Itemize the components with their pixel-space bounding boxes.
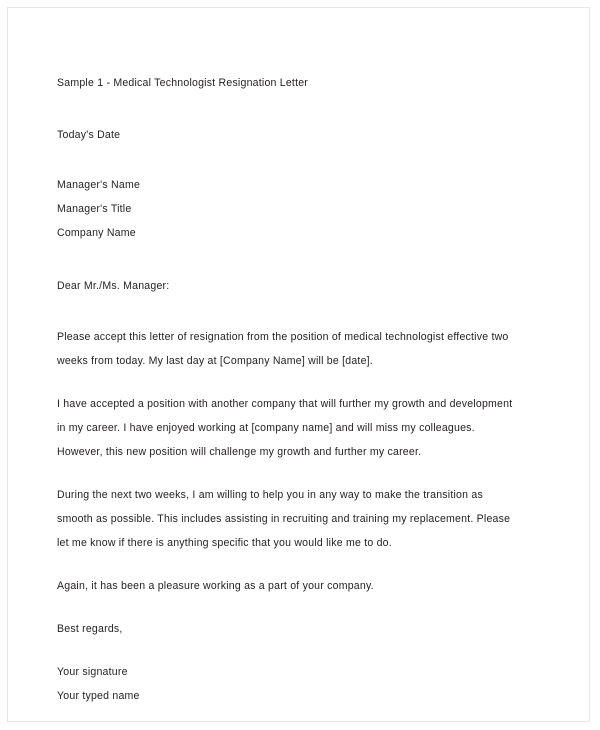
document-title: Sample 1 - Medical Technologist Resignation Letter: [57, 77, 309, 89]
letter-body: [57, 71, 539, 708]
recipient-company: Company Name: [57, 227, 136, 239]
spacer-after-closing: [57, 641, 539, 660]
signature-line: Your signature: [57, 666, 128, 678]
closing-line: Best regards,: [57, 623, 123, 635]
recipient-name: Manager's Name: [57, 179, 141, 191]
spacer-after-date: [57, 147, 539, 173]
spacer-after-paragraph-3: [57, 555, 539, 574]
spacer-after-address: [57, 245, 539, 274]
body-paragraph-4: Again, it has been a pleasure working as a part of your company.: [57, 580, 374, 592]
letter-page: [7, 7, 590, 722]
signature-block: [57, 660, 539, 708]
salutation: Dear Mr./Ms. Manager:: [57, 280, 170, 292]
recipient-title: Manager's Title: [57, 203, 132, 215]
date-line: Today's Date: [57, 129, 121, 141]
spacer-after-paragraph-2: [57, 464, 539, 483]
body-paragraph-3: During the next two weeks, I am willing to help you in any way to make the transition as smooth as possible. This includes assisting in recruiting and training my replacement. Please let me know if there is anything specific that you would like me to do.: [57, 489, 511, 549]
spacer-after-paragraph-1: [57, 373, 539, 392]
body-paragraph-1: Please accept this letter of resignation from the position of medical technologist effective two weeks from today. My last day at [Company Name] will be [date].: [57, 331, 509, 367]
body-paragraph-2: I have accepted a position with another company that will further my growth and development in my career. I have enjoyed working at [company name] and will miss my colleagues. However, this new position will challenge my growth and further my career.: [57, 398, 513, 458]
typed-name-line: Your typed name: [57, 690, 140, 702]
spacer-after-salutation: [57, 298, 539, 325]
spacer-after-paragraph-4: [57, 598, 539, 617]
recipient-address-block: [57, 173, 539, 245]
spacer-after-title: [57, 95, 539, 123]
